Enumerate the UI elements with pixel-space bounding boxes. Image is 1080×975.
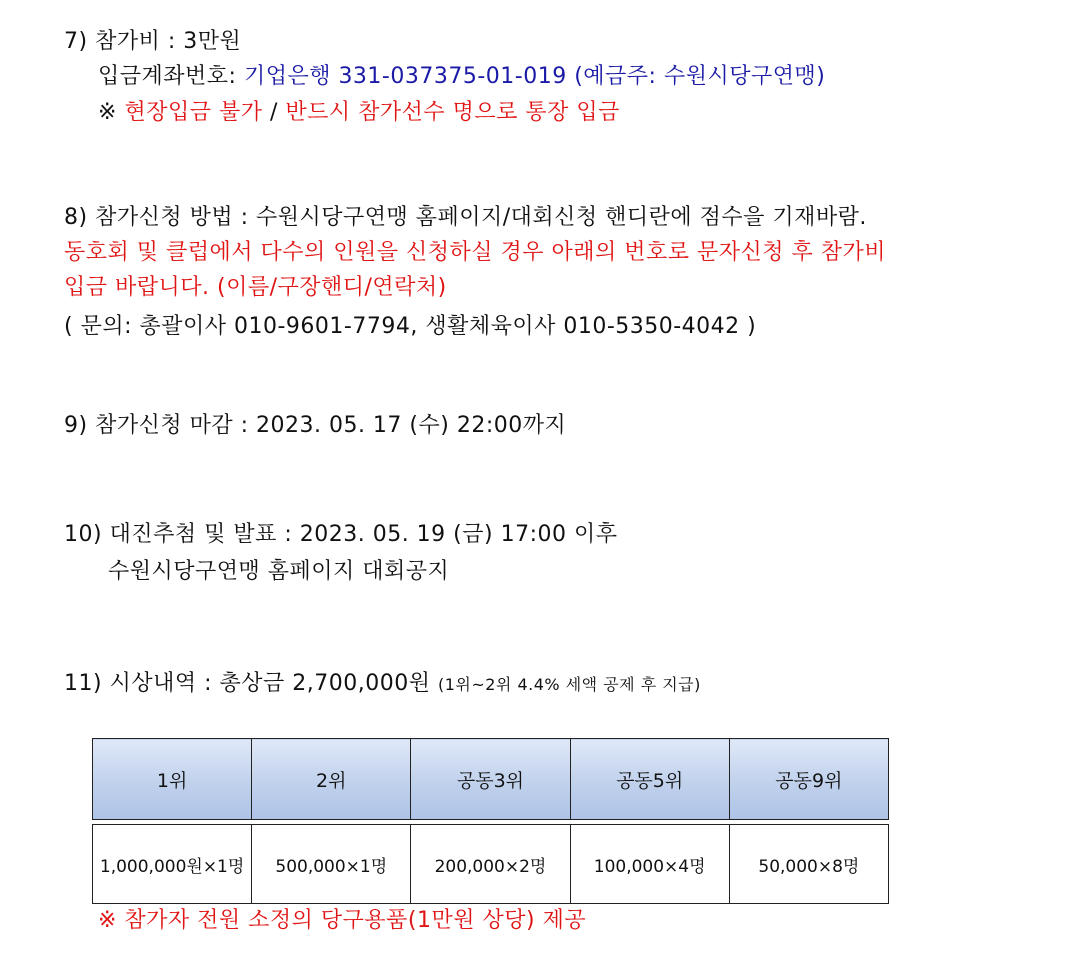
payment-note — [98, 98, 620, 128]
value-cell: 50,000×8명 — [729, 825, 888, 904]
note-separator: / — [269, 100, 278, 125]
header-cell: 공동9위 — [729, 739, 888, 820]
note-name: 반드시 참가선수 명으로 통장 입금 — [285, 100, 620, 125]
prize-table — [92, 738, 889, 904]
section10-title: 10) 대진추첨 및 발표 : 2023. 05. 19 (금) 17:00 이후 — [64, 522, 618, 547]
value-cell: 1,000,000원×1명 — [93, 825, 252, 904]
prize-header-row — [93, 739, 889, 820]
account-line — [98, 62, 825, 92]
value-cell: 200,000×2명 — [411, 825, 570, 904]
section7-title: 7) 참가비 : 3만원 — [64, 29, 242, 54]
section8-red-line2: 입금 바랍니다. (이름/구장핸디/연락처) — [64, 275, 447, 300]
award-title: 11) 시상내역 : 총상금 2,700,000원 — [64, 671, 431, 696]
account-value: 기업은행 331-037375-01-019 (예금주: 수원시당구연맹) — [243, 64, 826, 89]
header-cell: 1위 — [93, 739, 252, 820]
header-cell: 공동3위 — [411, 739, 570, 820]
section8-title: 8) 참가신청 방법 : 수원시당구연맹 홈페이지/대회신청 핸디란에 점수을 기재바람. — [64, 205, 867, 230]
header-cell: 공동5위 — [570, 739, 729, 820]
prize-value-row — [93, 825, 889, 904]
note-onsite: 현장입금 불가 — [124, 100, 263, 125]
award-tax-note: (1위~2위 4.4% 세액 공제 후 지급) — [437, 675, 701, 694]
header-cell: 2위 — [252, 739, 411, 820]
section11-title — [64, 669, 701, 700]
contact-line: ( 문의: 총괄이사 010-9601-7794, 생활체육이사 010-5350-4042 ) — [64, 314, 757, 339]
section9-title: 9) 참가신청 마감 : 2023. 05. 17 (수) 22:00까지 — [64, 413, 567, 438]
value-cell: 500,000×1명 — [252, 825, 411, 904]
award-footnote: ※ 참가자 전원 소정의 당구용품(1만원 상당) 제공 — [98, 908, 587, 933]
section10-detail: 수원시당구연맹 홈페이지 대회공지 — [108, 559, 450, 584]
account-label: 입금계좌번호: — [98, 64, 237, 89]
section8-red-line1: 동호회 및 클럽에서 다수의 인원을 신청하실 경우 아래의 번호로 문자신청 후 참가비 — [64, 240, 886, 265]
note-mark: ※ — [98, 100, 117, 125]
value-cell: 100,000×4명 — [570, 825, 729, 904]
